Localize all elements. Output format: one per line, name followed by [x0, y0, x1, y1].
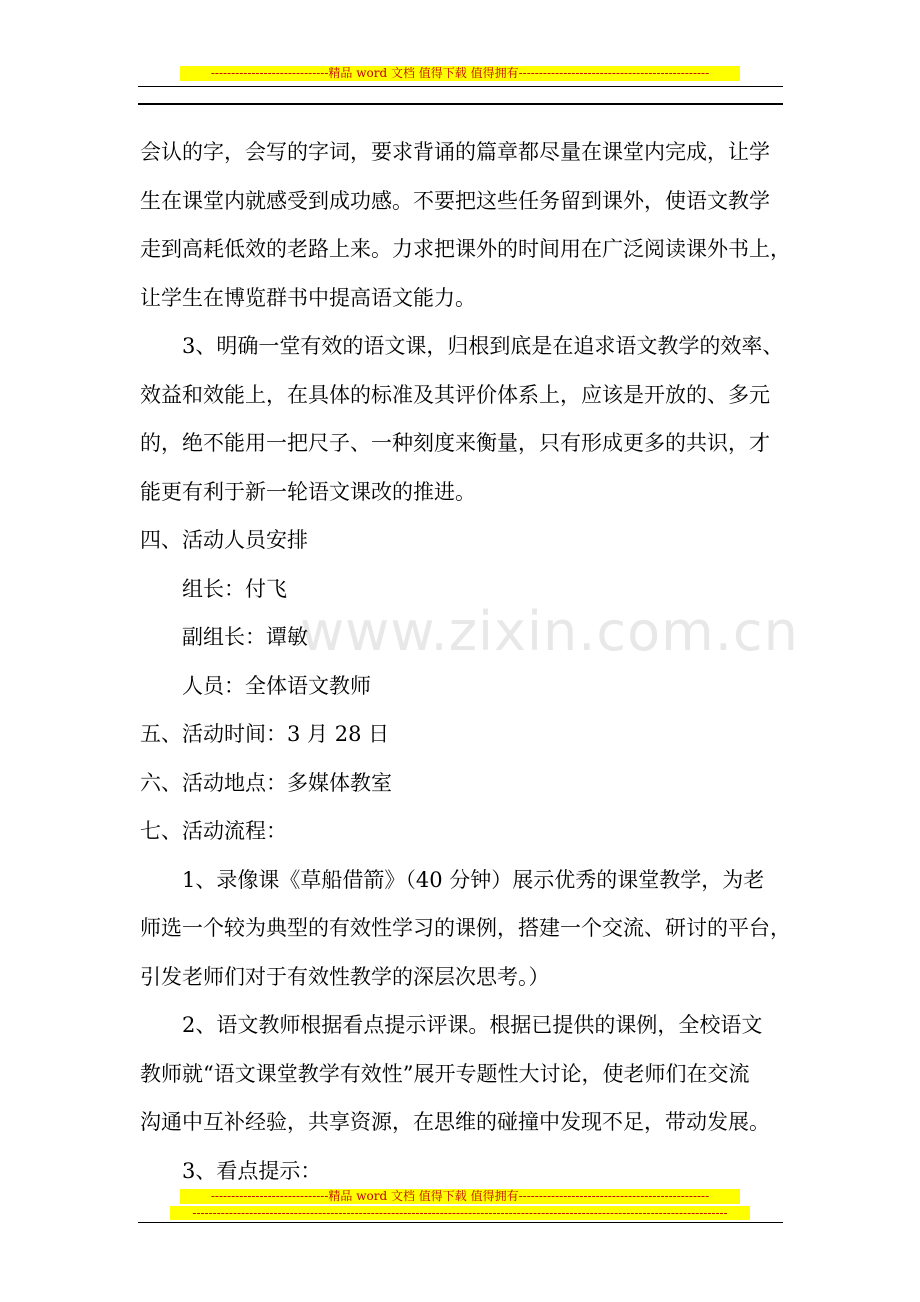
paragraph-line: 沟通中互补经验，共享资源，在思维的碰撞中发现不足，带动发展。 — [140, 1110, 770, 1134]
header-rule-thin — [138, 86, 783, 87]
footer-banner: -----------------------------精品 word 文档 值得下载 值得拥有----------------------------------------------- — [180, 1189, 740, 1204]
paragraph-line: 生在课堂内就感受到成功感。不要把这些任务留到课外，使语文教学 — [140, 188, 770, 213]
paragraph-line: 引发老师们对于有效性教学的深层次思考。） — [140, 964, 550, 989]
personnel-leader: 组长：付飞 — [182, 576, 287, 601]
paragraph-line: 1、录像课《草船借箭》（40 分钟）展示优秀的课堂教学，为老 — [182, 867, 765, 892]
paragraph-line: 让学生在博览群书中提高语文能力。 — [140, 285, 476, 310]
header-rule-thick — [138, 103, 783, 105]
footer-rule — [138, 1222, 783, 1223]
personnel-members: 人员：全体语文教师 — [182, 673, 371, 698]
header-banner: -----------------------------精品 word 文档 值得下载 值得拥有----------------------------------------------- — [180, 66, 740, 81]
section-heading-process: 七、活动流程： — [140, 819, 287, 843]
paragraph-line: 走到高耗低效的老路上来。力求把课外的时间用在广泛阅读课外书上， — [140, 237, 791, 261]
paragraph-line: 效益和效能上，在具体的标准及其评价体系上，应该是开放的、多元 — [140, 382, 770, 407]
paragraph-line: 教师就“语文课堂教学有效性”展开专题性大讨论，使老师们在交流 — [140, 1061, 750, 1086]
paragraph-line: 的，绝不能用一把尺子、一种刻度来衡量，只有形成更多的共识，才 — [140, 431, 770, 455]
paragraph-line: 能更有利于新一轮语文课改的推进。 — [140, 479, 476, 504]
section-heading-location: 六、活动地点：多媒体教室 — [140, 770, 392, 795]
watermark: www.zixin.com.cn — [300, 600, 799, 663]
paragraph-line: 3、看点提示： — [182, 1158, 322, 1183]
paragraph-line: 师选一个较为典型的有效性学习的课例，搭建一个交流、研讨的平台， — [140, 916, 791, 940]
footer-banner-dashes: ------------------------------------------------------------------------------------------------------------------------------------ — [170, 1206, 750, 1220]
document-body — [140, 128, 790, 1195]
section-heading-time: 五、活动时间：3 月 28 日 — [140, 722, 390, 746]
paragraph-line: 会认的字，会写的字词，要求背诵的篇章都尽量在课堂内完成，让学 — [140, 140, 770, 164]
personnel-deputy: 副组长：谭敏 — [182, 625, 308, 649]
paragraph-line: 2、语文教师根据看点提示评课。根据已提供的课例，全校语文 — [182, 1013, 763, 1037]
section-heading-personnel: 四、活动人员安排 — [140, 528, 308, 552]
paragraph-line: 3、明确一堂有效的语文课，归根到底是在追求语文教学的效率、 — [182, 334, 784, 358]
